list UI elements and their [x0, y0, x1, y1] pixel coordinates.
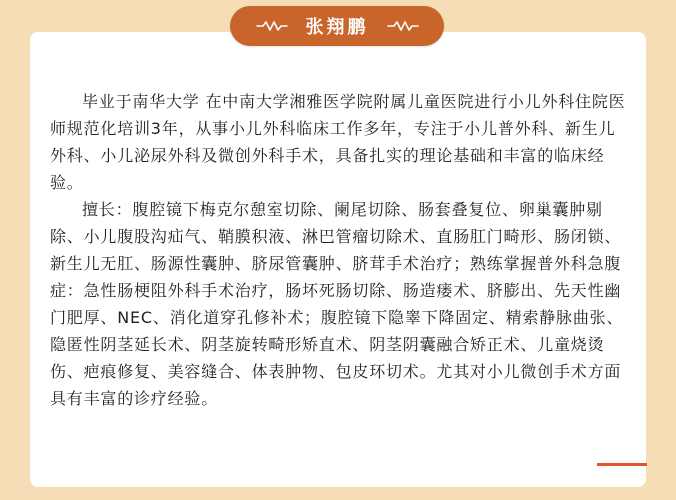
profile-text: [50, 88, 626, 412]
name-banner: [230, 6, 444, 46]
zigzag-right-icon: [387, 20, 419, 32]
specialty-paragraph: 擅长：腹腔镜下梅克尔憩室切除、阑尾切除、肠套叠复位、卵巢囊肿剔除、小儿腹股沟疝气、鞘膜积液、淋巴管瘤切除术、直肠肛门畸形、肠闭锁、新生儿无肛、肠源性囊肿、脐尿管囊肿、脐茸手术治疗；熟练掌握普外科急腹症：急性肠梗阻外科手术治疗，肠坏死肠切除、肠造瘘术、脐膨出、先天性幽门肥厚、NEC、消化道穿孔修补术；腹腔镜下隐睾下降固定、精索静脉曲张、隐匿性阴茎延长术、阴茎旋转畸形矫直术、阴茎阴囊融合矫正术、儿童烧烫伤、疤痕修复、美容缝合、体表肿物、包皮环切术。尤其对小儿微创手术方面具有丰富的诊疗经验。: [50, 200, 624, 408]
zigzag-left-icon: [256, 20, 288, 32]
bio-paragraph: 毕业于南华大学 在中南大学湘雅医学院附属儿童医院进行小儿外科住院医师规范化培训3年，从事小儿外科临床工作多年，专注于小儿普外科、新生儿外科、小儿泌尿外科及微创外科手术，具备扎实的理论基础和丰富的临床经验。: [50, 92, 626, 192]
accent-line: [597, 463, 647, 466]
doctor-name: 张翔鹏: [305, 17, 369, 38]
profile-card: [30, 32, 646, 487]
